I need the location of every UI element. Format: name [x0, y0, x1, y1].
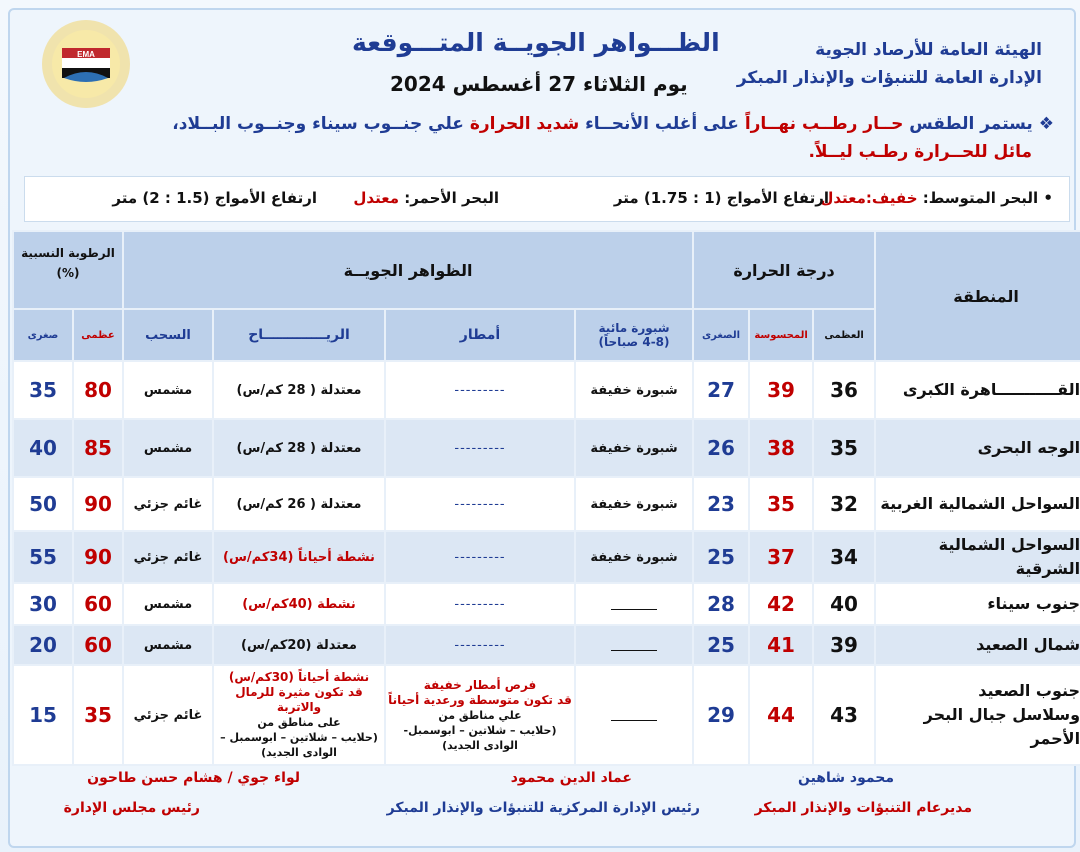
signature-2-title: رئيس الإدارة المركزية للتنبؤات والإنذار المبكر [386, 800, 700, 816]
department-name: الإدارة العامة للتنبؤات والإنذار المبكر [736, 68, 1042, 88]
clouds-cell: غائم جزئي [123, 477, 213, 531]
temp-max: 43 [813, 665, 875, 765]
region-line-1: جنوب الصعيد [978, 681, 1080, 700]
temp-min: 25 [693, 531, 749, 583]
fog-cell: شبورة خفيفة [575, 531, 693, 583]
temp-min: 25 [693, 625, 749, 665]
med-sea [820, 189, 1053, 207]
humidity-header [13, 231, 123, 309]
org-name: الهيئة العامة للأرصاد الجوية [815, 40, 1042, 60]
red-sea-waves: ارتفاع الأمواج (1.5 : 2) متر [112, 189, 317, 207]
table-row [13, 583, 1080, 625]
temp-feels: 37 [749, 531, 813, 583]
region-name: الوجه البحرى [875, 419, 1080, 477]
date-prefix: يوم الثلاثاء [583, 72, 688, 96]
rain-cell: --------- [385, 361, 575, 419]
red-sea [353, 189, 499, 207]
region-line-2: وسلاسل جبال البحر الأحمر [923, 705, 1080, 748]
signature-2-name: عماد الدين محمود [510, 770, 632, 786]
general-notes [24, 110, 1068, 170]
wind-cell: معتدلة (20كم/س) [213, 625, 385, 665]
forecast-table [12, 230, 1080, 766]
humidity-max: 85 [73, 419, 123, 477]
table-row [13, 419, 1080, 477]
fog-time: (4-8 صباحاً) [598, 335, 670, 349]
sea-conditions [24, 176, 1070, 222]
wind-header: الريـــــــــــــاح [213, 309, 385, 361]
temp-header: درجة الحرارة [693, 231, 875, 309]
temp-min-header: الصغرى [693, 309, 749, 361]
region-name: السواحل الشمالية الشرقية [875, 531, 1080, 583]
wind-line-3: على مناطق من [257, 716, 341, 729]
weather-header: الظواهر الجويــة [123, 231, 693, 309]
rain-line-1: فرص أمطار خفيفة [423, 677, 537, 692]
humidity-min: 15 [13, 665, 73, 765]
clouds-cell: غائم جزئي [123, 531, 213, 583]
temp-min: 26 [693, 419, 749, 477]
temp-min: 29 [693, 665, 749, 765]
bullet-icon: ❖ [1038, 114, 1054, 134]
region-name: جنوب سيناء [875, 583, 1080, 625]
humidity-max: 90 [73, 531, 123, 583]
temp-feels: 42 [749, 583, 813, 625]
wind-cell: معتدلة ( 26 كم/س) [213, 477, 385, 531]
note-line-2: مائل للحــرارة رطـب ليــلاً. [808, 142, 1032, 162]
temp-feels: 35 [749, 477, 813, 531]
temp-max: 40 [813, 583, 875, 625]
humidity-label: الرطوبة النسبية [21, 246, 115, 260]
humidity-max: 60 [73, 583, 123, 625]
med-sea-label: • البحر المتوسط: [922, 189, 1053, 207]
med-sea-waves: ارتفاع الأمواج (1 : 1.75) متر [613, 189, 829, 207]
logo-text: EMA [77, 50, 95, 59]
signature-3-title: رئيس مجلس الإدارة [63, 800, 200, 816]
region-header: المنطقة [875, 231, 1080, 361]
fog-cell [575, 665, 693, 765]
table-row [13, 531, 1080, 583]
ema-logo [40, 18, 132, 110]
rain-line-4: (حلايب – شلاتين – ابوسمبل- [403, 723, 557, 737]
temp-max: 32 [813, 477, 875, 531]
temp-feels: 44 [749, 665, 813, 765]
page-title: الظـــواهر الجويــة المتـــوقعة [352, 28, 720, 57]
rain-cell: --------- [385, 419, 575, 477]
rain-cell [385, 665, 575, 765]
table-row [13, 625, 1080, 665]
temp-max-header: العظمى [813, 309, 875, 361]
temp-feels: 38 [749, 419, 813, 477]
humidity-unit: (%) [56, 266, 80, 280]
humidity-min: 50 [13, 477, 73, 531]
date-value: 27 أغسطس 2024 [390, 72, 577, 96]
signature-3-name: لواء جوي / هشام حسن طاحون [87, 770, 300, 786]
humidity-max: 80 [73, 361, 123, 419]
clouds-cell: مشمس [123, 361, 213, 419]
clouds-cell: غائم جزئي [123, 665, 213, 765]
rain-line-3: علي مناطق من [438, 708, 522, 722]
temp-max: 34 [813, 531, 875, 583]
med-sea-state: خفيف:معتدل [820, 189, 918, 207]
signature-1-title: مديرعام التنبؤات والإنذار المبكر [754, 800, 972, 816]
fog-cell: شبورة خفيفة [575, 361, 693, 419]
clouds-cell: مشمس [123, 419, 213, 477]
signature-1-name: محمود شاهين [797, 770, 894, 786]
fog-label: شبورة مائية [598, 321, 670, 335]
wind-line-1: نشطة أحياناً (30كم/س) [228, 670, 370, 684]
temp-max: 36 [813, 361, 875, 419]
no-fog-line [611, 650, 657, 651]
humidity-min: 40 [13, 419, 73, 477]
temp-max: 39 [813, 625, 875, 665]
wind-cell: معتدلة ( 28 كم/س) [213, 419, 385, 477]
red-sea-state: معتدل [353, 189, 399, 207]
note-line-1 [172, 114, 1054, 134]
wind-line-2: قد تكون مثيرة للرمال والاتربة [235, 685, 363, 714]
temp-min: 23 [693, 477, 749, 531]
table-header-top [13, 231, 1080, 309]
rain-line-2: قد تكون متوسطة ورعدية أحياناً [388, 692, 572, 707]
no-fog-line [611, 720, 657, 721]
humidity-min: 30 [13, 583, 73, 625]
wind-cell: نشطة أحياناً (34كم/س) [213, 531, 385, 583]
clouds-header: السحب [123, 309, 213, 361]
humidity-min: 55 [13, 531, 73, 583]
note-part-c: على أغلب الأنحــاء [585, 114, 739, 134]
humidity-max: 60 [73, 625, 123, 665]
region-name [875, 665, 1080, 765]
humidity-max-header: عظمى [73, 309, 123, 361]
wind-line-5: الوادى الجديد) [261, 746, 337, 759]
clouds-cell: مشمس [123, 625, 213, 665]
temp-max: 35 [813, 419, 875, 477]
fog-cell [575, 625, 693, 665]
rain-cell: --------- [385, 625, 575, 665]
table-row [13, 665, 1080, 765]
temp-feels: 41 [749, 625, 813, 665]
red-sea-label: البحر الأحمر: [404, 189, 499, 207]
note-part-a: يستمر الطقس [909, 114, 1033, 134]
humidity-max: 35 [73, 665, 123, 765]
region-name: القـــــــــــاهرة الكبرى [875, 361, 1080, 419]
note-part-d: شديد الحرارة [469, 114, 580, 134]
forecast-date [390, 72, 688, 96]
fog-cell: شبورة خفيفة [575, 419, 693, 477]
fog-cell: شبورة خفيفة [575, 477, 693, 531]
table-row [13, 477, 1080, 531]
wind-cell: معتدلة ( 28 كم/س) [213, 361, 385, 419]
humidity-min: 20 [13, 625, 73, 665]
rain-cell: --------- [385, 531, 575, 583]
rain-line-5: الوادى الجديد) [442, 738, 518, 752]
table-row [13, 361, 1080, 419]
wind-cell [213, 665, 385, 765]
wind-cell: نشطة (40كم/س) [213, 583, 385, 625]
temp-min: 28 [693, 583, 749, 625]
humidity-max: 90 [73, 477, 123, 531]
temp-feels-header: المحسوسة [749, 309, 813, 361]
humidity-min: 35 [13, 361, 73, 419]
region-name: شمال الصعيد [875, 625, 1080, 665]
clouds-cell: مشمس [123, 583, 213, 625]
rain-cell: --------- [385, 477, 575, 531]
region-name: السواحل الشمالية الغربية [875, 477, 1080, 531]
fog-header [575, 309, 693, 361]
temp-min: 27 [693, 361, 749, 419]
rain-header: أمطار [385, 309, 575, 361]
note-part-e: علي جنــوب سيناء وجنــوب البــلاد، [172, 114, 464, 134]
rain-cell: --------- [385, 583, 575, 625]
fog-cell [575, 583, 693, 625]
temp-feels: 39 [749, 361, 813, 419]
humidity-min-header: صغرى [13, 309, 73, 361]
wind-line-4: (حلايب – شلاتين – ابوسمبل – [220, 731, 378, 744]
no-fog-line [611, 609, 657, 610]
note-part-b: حــار رطــب نهــاراً [744, 114, 904, 134]
